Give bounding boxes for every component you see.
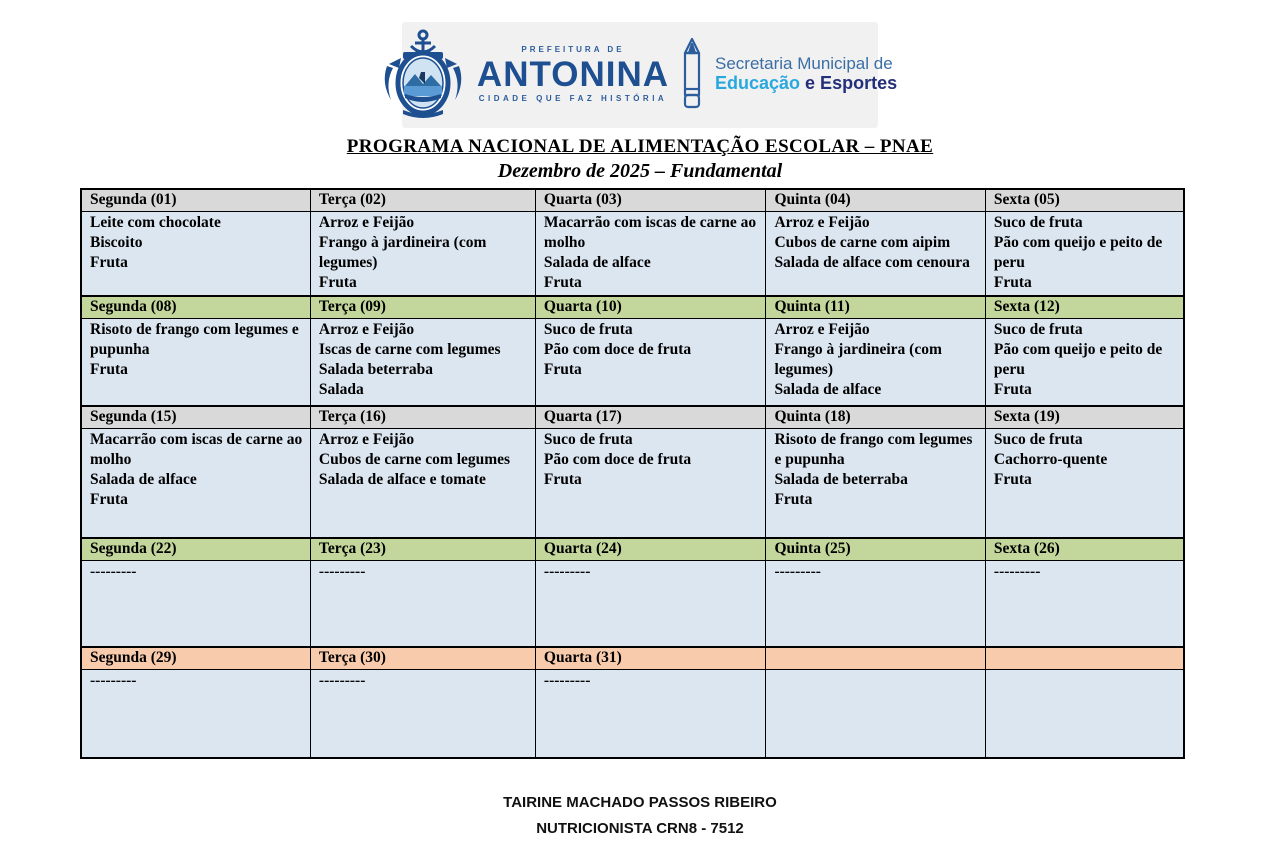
prefeitura-label: PREFEITURA DE [521, 44, 625, 54]
menu-item: --------- [318, 672, 366, 690]
day-header: Quinta (25) [766, 538, 985, 561]
menu-item: --------- [90, 672, 137, 690]
menu-item: Macarrão com iscas de carne ao molho [90, 431, 303, 469]
menu-item: Suco de fruta [993, 214, 1083, 231]
menu-cell [766, 318, 985, 406]
menu-cell [535, 560, 766, 647]
menu-cell [81, 212, 310, 296]
week-2-header-row [81, 296, 1184, 319]
menu-item: Salada de alface [543, 254, 651, 272]
menu-table [80, 188, 1185, 759]
menu-item: Cubos de carne com legumes [318, 451, 511, 469]
menu-cell [535, 670, 766, 758]
menu-item: Suco de fruta [993, 320, 1083, 338]
nutritionist-signature [0, 790, 1280, 841]
municipality-logo-block [402, 22, 898, 128]
menu-item: Fruta [993, 274, 1032, 292]
secretaria-educacao: Educação [715, 73, 801, 94]
menu-item: Salada de alface [774, 380, 882, 398]
menu-item: Risoto de frango com legumes e pupunha [774, 431, 973, 469]
day-header: Quarta (24) [535, 538, 766, 561]
menu-item: Suco de fruta [993, 431, 1083, 449]
week-3-menu-row [81, 429, 1184, 538]
week-4-header-row [81, 538, 1184, 561]
menu-cell [766, 429, 985, 538]
menu-item: Pão com queijo e peito de peru [993, 340, 1163, 378]
menu-cell [310, 429, 535, 538]
week-3-header-row [81, 406, 1184, 429]
week-5-header-row [81, 647, 1184, 670]
secretaria-line1: Secretaria Municipal de [715, 53, 893, 73]
menu-cell [985, 212, 1184, 296]
day-header: Sexta (19) [985, 406, 1184, 429]
menu-item: Biscoito [90, 234, 143, 252]
menu-item: Arroz e Feijão [774, 320, 870, 338]
day-header [985, 647, 1184, 670]
day-header: Quinta (11) [766, 296, 985, 319]
menu-cell [985, 318, 1184, 406]
menu-cell [81, 429, 310, 538]
document-title: PROGRAMA NACIONAL DE ALIMENTAÇÃO ESCOLAR – PNAE [346, 136, 934, 157]
menu-cell [985, 670, 1184, 758]
menu-cell [535, 212, 766, 296]
day-header: Quarta (17) [535, 406, 766, 429]
menu-cell [985, 560, 1184, 647]
menu-item: Arroz e Feijão [318, 431, 415, 449]
week-2-menu-row [81, 318, 1184, 406]
week-1-header-row [81, 189, 1184, 212]
menu-item: Fruta [318, 274, 357, 292]
menu-item: Fruta [774, 491, 813, 509]
menu-item: Frango à jardineira (com legumes) [774, 340, 942, 378]
day-header: Sexta (26) [985, 538, 1184, 561]
menu-item: Leite com chocolate [90, 214, 221, 231]
day-header: Quarta (03) [535, 189, 766, 212]
menu-item: Arroz e Feijão [318, 320, 415, 338]
week-5-menu-row [81, 670, 1184, 758]
menu-item: Fruta [543, 471, 582, 489]
day-header: Quinta (18) [766, 406, 985, 429]
menu-cell [535, 318, 766, 406]
menu-cell [81, 318, 310, 406]
day-header: Segunda (08) [81, 296, 310, 319]
city-tagline: CIDADE QUE FAZ HISTÓRIA [478, 93, 668, 103]
menu-cell [81, 670, 310, 758]
menu-cell [985, 429, 1184, 538]
day-header: Sexta (12) [985, 296, 1184, 319]
menu-item: --------- [543, 562, 591, 580]
menu-item: Iscas de carne com legumes [318, 340, 501, 358]
day-header: Segunda (22) [81, 538, 310, 561]
menu-item: --------- [543, 672, 591, 690]
menu-table-body [81, 189, 1184, 758]
menu-item: --------- [993, 562, 1041, 580]
city-name: ANTONINA [476, 54, 669, 94]
menu-cell [81, 560, 310, 647]
menu-item: Pão com doce de fruta [543, 340, 692, 358]
menu-item: Fruta [90, 254, 128, 272]
menu-item: Pão com doce de fruta [543, 451, 692, 469]
menu-cell [766, 560, 985, 647]
day-header: Quarta (31) [535, 647, 766, 670]
day-header: Terça (09) [310, 296, 535, 319]
pnae-menu-document [0, 22, 1280, 862]
menu-item: Salada [318, 380, 364, 398]
day-header: Quinta (04) [766, 189, 985, 212]
day-header: Sexta (05) [985, 189, 1184, 212]
menu-item: Fruta [543, 360, 582, 378]
menu-item: Fruta [993, 471, 1032, 489]
secretaria-esportes: e Esportes [800, 73, 898, 94]
menu-cell [310, 318, 535, 406]
day-header: Segunda (29) [81, 647, 310, 670]
menu-cell [535, 429, 766, 538]
menu-item: Fruta [90, 491, 128, 509]
menu-item: --------- [90, 562, 137, 580]
menu-cell [310, 212, 535, 296]
menu-item: Salada beterraba [318, 360, 434, 378]
menu-item: Risoto de frango com legumes e pupunha [90, 320, 299, 358]
menu-item: Salada de beterraba [774, 471, 908, 489]
nutritionist-name: TAIRINE MACHADO PASSOS RIBEIRO [503, 794, 777, 811]
menu-item: Fruta [90, 360, 128, 378]
day-header: Terça (02) [310, 189, 535, 212]
day-header: Terça (30) [310, 647, 535, 670]
menu-cell [310, 560, 535, 647]
menu-item: Fruta [543, 274, 582, 292]
city-wordmark [477, 46, 669, 103]
menu-cell [310, 670, 535, 758]
secretaria-line2 [715, 73, 897, 94]
day-header: Segunda (15) [81, 406, 310, 429]
menu-cell [766, 212, 985, 296]
menu-item: Arroz e Feijão [318, 214, 415, 231]
antonina-coat-of-arms-icon [379, 28, 467, 120]
day-header: Terça (23) [310, 538, 535, 561]
menu-item: Pão com queijo e peito de peru [993, 234, 1163, 272]
week-4-menu-row [81, 560, 1184, 647]
pencil-icon [681, 37, 703, 111]
nutritionist-credential: NUTRICIONISTA CRN8 - 7512 [536, 819, 744, 837]
menu-cell [766, 670, 985, 758]
menu-item: Fruta [993, 380, 1032, 398]
menu-item: Salada de alface com cenoura [774, 254, 970, 272]
menu-item: Cachorro-quente [993, 451, 1108, 469]
menu-item: Macarrão com iscas de carne ao molho [543, 214, 757, 252]
menu-item: Salada de alface [90, 471, 197, 489]
week-1-menu-row [81, 212, 1184, 296]
menu-item: Arroz e Feijão [774, 214, 870, 231]
menu-item: Suco de fruta [543, 320, 633, 338]
menu-item: Salada de alface e tomate [318, 471, 486, 489]
document-subtitle: Dezembro de 2025 – Fundamental [497, 160, 783, 182]
secretaria-wordmark [715, 54, 897, 94]
menu-item: --------- [774, 562, 821, 580]
menu-item: Frango à jardineira (com legumes) [318, 234, 487, 272]
menu-item: Suco de fruta [543, 431, 633, 449]
day-header [766, 647, 985, 670]
menu-item: --------- [318, 562, 366, 580]
menu-item: Cubos de carne com aipim [774, 234, 951, 252]
day-header: Terça (16) [310, 406, 535, 429]
day-header: Segunda (01) [81, 189, 310, 212]
day-header: Quarta (10) [535, 296, 766, 319]
